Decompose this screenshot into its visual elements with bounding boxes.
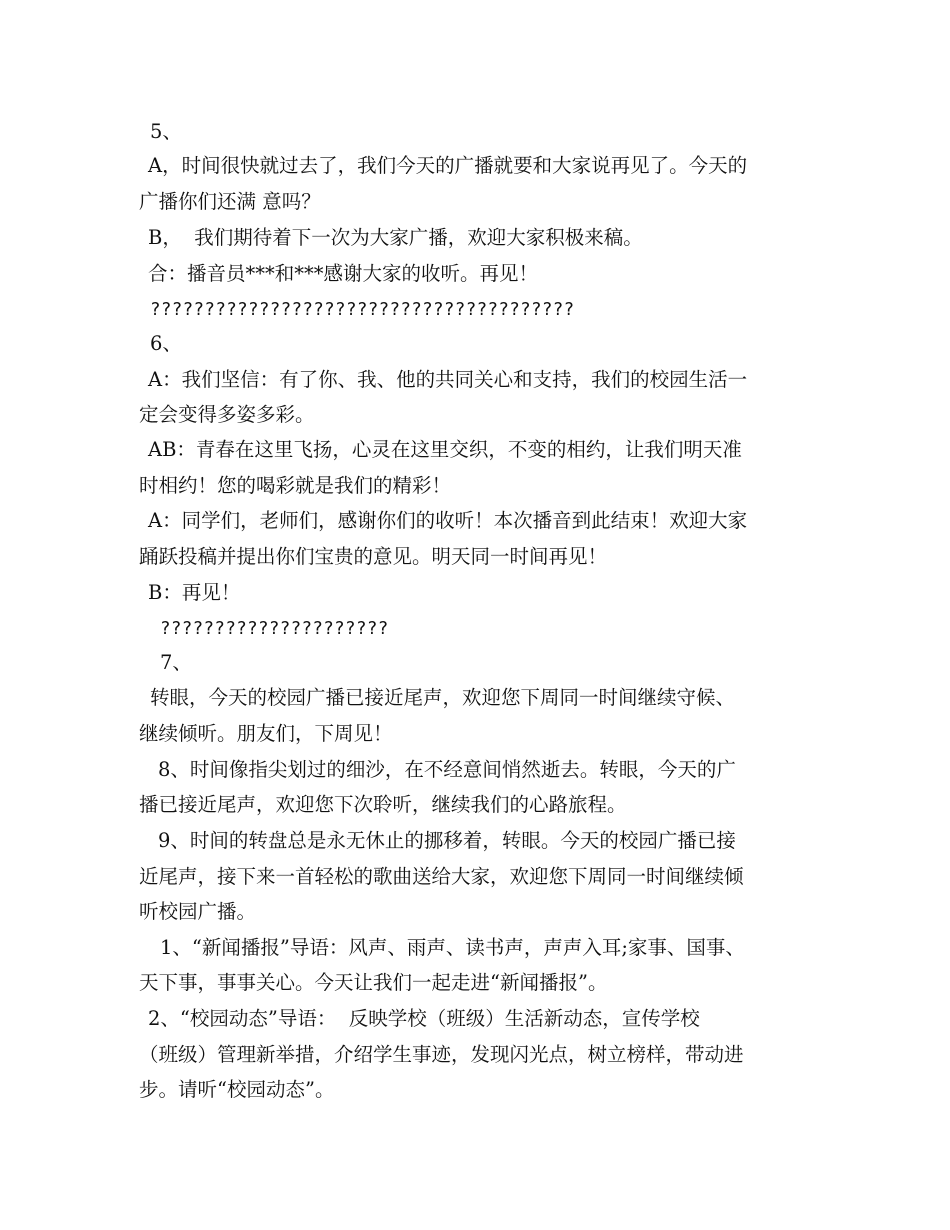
text-line: 近尾声，接下来一首轻松的歌曲送给大家，欢迎您下周同一时间继续倾 <box>139 865 744 888</box>
text-line: 播已接近尾声，欢迎您下次聆听，继续我们的心路旅程。 <box>139 793 627 816</box>
text-line: 合：播音员***和***感谢大家的收听。再见！ <box>148 262 539 285</box>
text-line: （班级）管理新举措，介绍学生事迹，发现闪光点，树立榜样，带动进 <box>139 1043 744 1066</box>
text-line: 5、 <box>150 120 182 143</box>
text-line: AB：青春在这里飞扬，心灵在这里交织，不变的相约，让我们明天准 <box>148 438 742 461</box>
text-line: B：再见！ <box>148 581 241 604</box>
text-line: B， 我们期待着下一次为大家广播，欢迎大家积极来稿。 <box>148 226 643 249</box>
text-line: 1、“新闻播报”导语：风声、雨声、读书声，声声入耳;家事、国事、 <box>160 936 745 959</box>
text-line: 广播你们还满 意吗？ <box>139 190 321 213</box>
text-line: A：我们坚信：有了你、我、他的共同关心和支持，我们的校园生活一 <box>148 368 748 391</box>
text-line: 听校园广播。 <box>139 900 257 923</box>
text-line: A：同学们，老师们，感谢你们的收听！本次播音到此结束！欢迎大家 <box>148 509 748 532</box>
text-line: 踊跃投稿并提出你们宝贵的意见。明天同一时间再见！ <box>139 545 608 568</box>
text-line: A，时间很快就过去了，我们今天的广播就要和大家说再见了。今天的 <box>148 154 748 177</box>
text-line: 2、“校园动态”导语： 反映学校（班级）生活新动态，宣传学校 <box>148 1007 700 1030</box>
text-line: 继续倾听。朋友们，下周见！ <box>139 722 393 745</box>
text-line: ????????????????????? <box>160 619 389 639</box>
text-line: 时相约！您的喝彩就是我们的精彩！ <box>139 474 452 497</box>
text-line: 天下事，事事关心。今天让我们一起走进“新闻播报”。 <box>139 971 608 994</box>
text-line: 6、 <box>150 332 182 355</box>
text-line: ??????????????????????????????????????? <box>150 300 575 320</box>
text-line: 7、 <box>160 651 192 674</box>
text-line: 8、时间像指尖划过的细沙，在不经意间悄然逝去。转眼，今天的广 <box>158 758 736 781</box>
text-line: 转眼，今天的校园广播已接近尾声，欢迎您下周同一时间继续守候、 <box>150 686 736 709</box>
text-line: 步。请听“校园动态”。 <box>139 1078 335 1101</box>
text-line: 9、时间的转盘总是永无休止的挪移着，转眼。今天的校园广播已接 <box>158 829 736 852</box>
text-line: 定会变得多姿多彩。 <box>139 403 315 426</box>
